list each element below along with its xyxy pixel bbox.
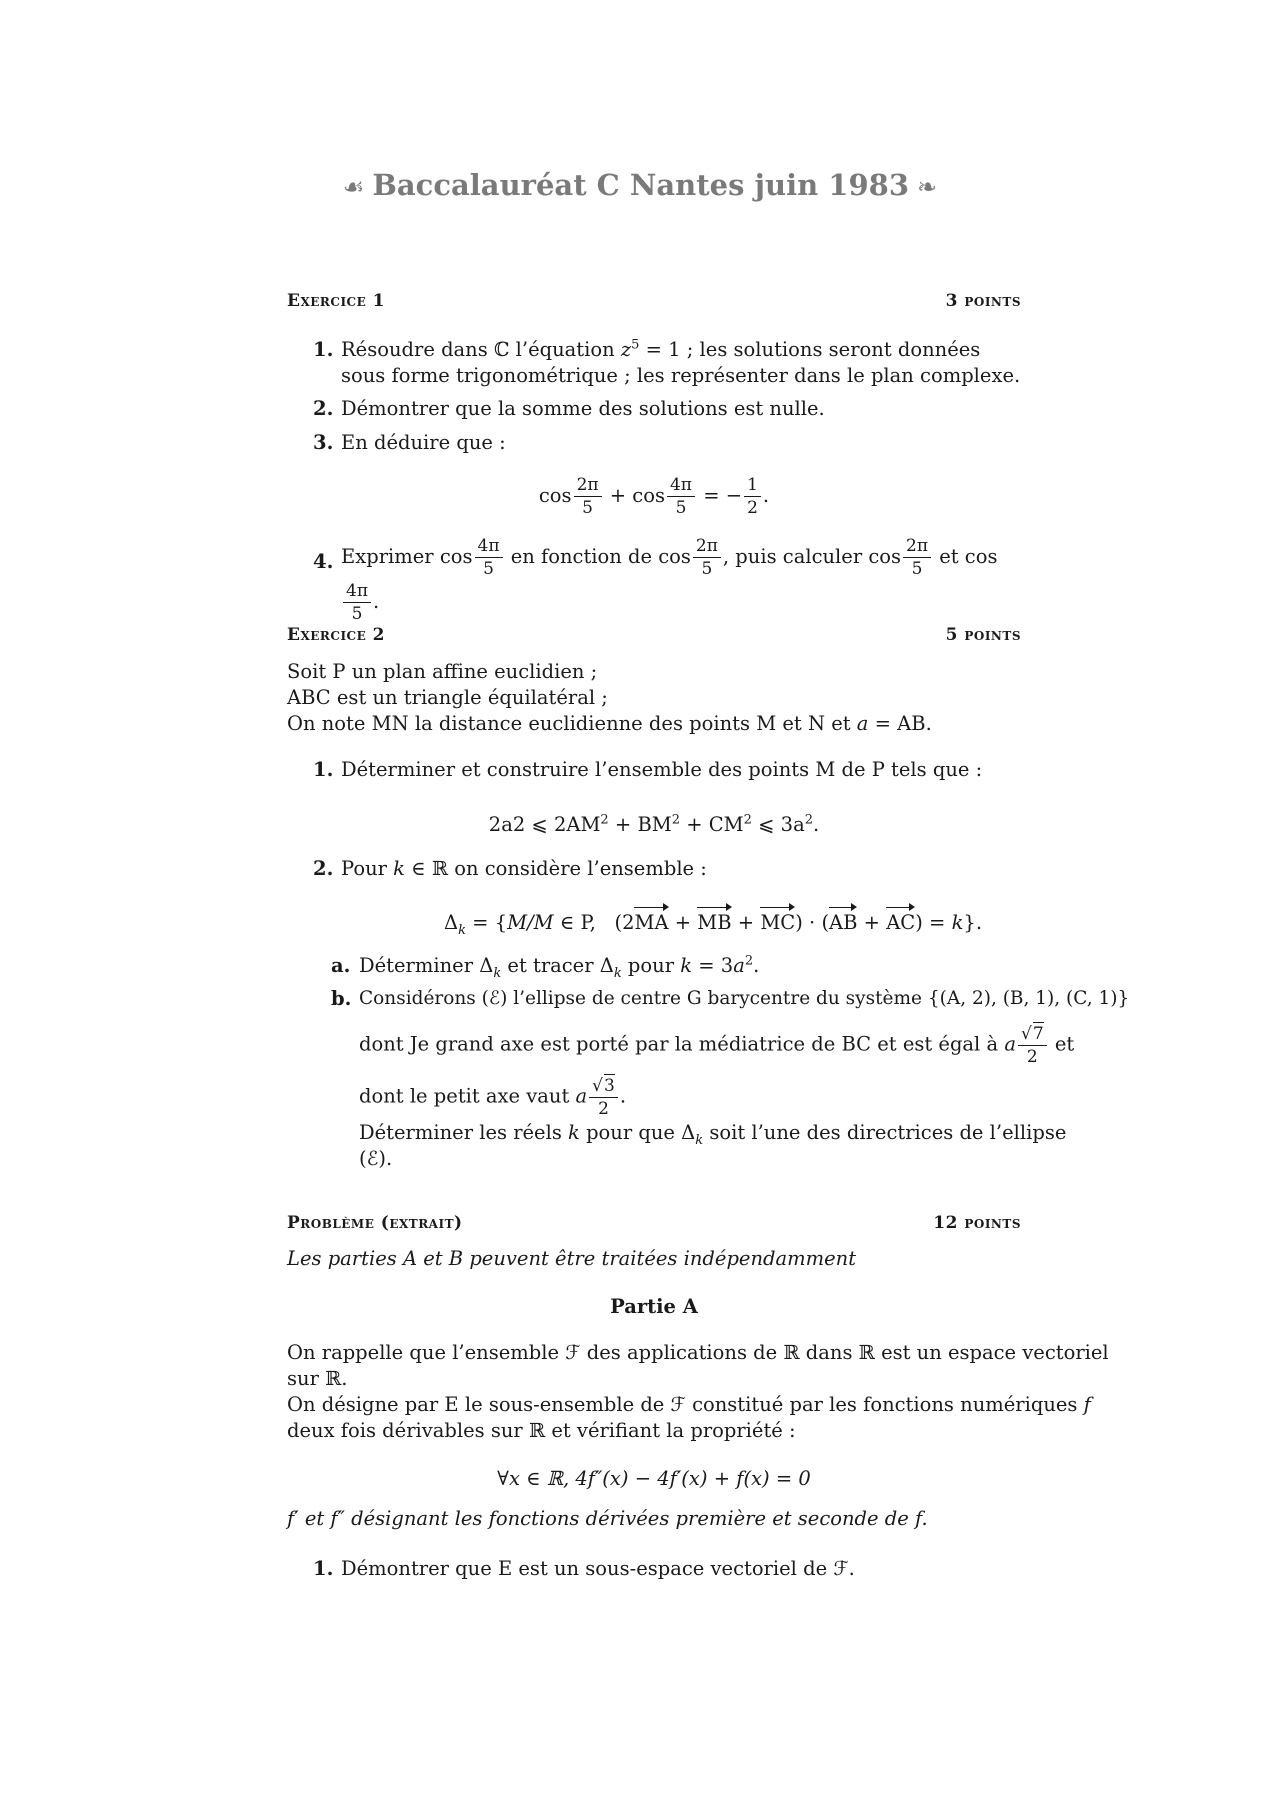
text-line: [359, 1120, 1067, 1148]
exercise-1-points: 3 points: [945, 291, 1021, 311]
numerator: 4π: [667, 474, 695, 497]
math-var: k: [493, 965, 502, 981]
question-number: 2.: [313, 857, 334, 880]
question-number: 1.: [313, 338, 334, 361]
text-part: et tracer Δ: [501, 954, 614, 977]
numerator: 2π: [574, 474, 602, 497]
text-part: Résoudre dans ℂ l’équation: [341, 338, 621, 361]
question-text: [341, 856, 1021, 882]
text-part: et cos: [939, 545, 998, 568]
question-text: [341, 337, 1021, 389]
formula-part: ) =: [915, 911, 952, 934]
vector-ac: AC: [886, 911, 916, 934]
text-line: deux fois dérivables sur ℝ et vérifiant la propriété :: [287, 1419, 796, 1442]
math-var: a: [733, 954, 745, 977]
formula-part: + BM: [608, 813, 672, 836]
sub-label: b.: [331, 987, 352, 1010]
text-line: sur ℝ.: [287, 1367, 348, 1390]
denominator: 2: [1026, 1047, 1038, 1067]
ornament-left-icon: ☙: [342, 173, 365, 201]
denominator: 5: [483, 559, 494, 579]
math-var: a: [1004, 1032, 1016, 1056]
math-var: k: [695, 1132, 704, 1148]
formula-part: .: [762, 484, 770, 507]
formula-part: }.: [963, 911, 983, 934]
radicand: 7: [1032, 1024, 1044, 1044]
problem-paragraph-2: [287, 1392, 1091, 1444]
question-number: 4.: [313, 550, 334, 573]
text-part: Exprimer cos: [341, 545, 473, 568]
text-part: dont Je grand axe est porté par la médiatrice de BC et est égal à: [359, 1032, 1005, 1056]
numerator: 2π: [693, 535, 721, 558]
text-line: dont le petit axe vaut a $\frac{√3}{2}$ .: [359, 1076, 627, 1119]
title-text: Baccalauréat C Nantes juin 1983: [372, 168, 910, 202]
intro-line: [287, 711, 1021, 737]
math-var: f: [1083, 1393, 1091, 1416]
exercise-1-title: Exercice 1: [287, 291, 385, 311]
formula-part: 2a2 ⩽ 2AM: [488, 813, 601, 836]
formula-part: (2: [614, 911, 635, 934]
ornament-right-icon: ❧: [917, 173, 938, 201]
math-var: a: [856, 712, 869, 735]
fraction: [903, 535, 931, 580]
text-part: = AB.: [868, 712, 932, 735]
text-part: = 1 ; les solutions seront données sous forme trigonométrique ; les représenter dans le plan complexe.: [341, 338, 1021, 387]
denominator: 2: [747, 498, 758, 518]
math-var: z: [620, 338, 632, 361]
fraction: [693, 535, 721, 580]
formula-part: .: [813, 813, 820, 836]
question-number: 3.: [313, 431, 334, 454]
ex2-intro: [287, 659, 1021, 737]
text-part: Déterminer les réels: [359, 1121, 569, 1144]
formula-part: ∈ P,: [553, 911, 596, 934]
intro-line: ABC est un triangle équilatéral ;: [287, 686, 608, 709]
denominator: 5: [911, 559, 923, 579]
text-part: Pour: [341, 857, 394, 880]
math-var: k: [458, 922, 466, 938]
text-line: (ℰ).: [359, 1147, 393, 1170]
ex1-formula: [287, 474, 1021, 519]
fraction: [343, 580, 371, 625]
formula-part: = {: [465, 911, 508, 934]
fraction: [589, 1074, 618, 1120]
denominator: 2: [598, 1099, 609, 1119]
ex2-formula-2: $\Delta_k = \{M/M$ ∈ P, (2MA + MB + MC) · (AB + AC) = k}.: [444, 911, 983, 938]
math-var: a: [575, 1084, 588, 1108]
numerator: 2π: [903, 535, 931, 558]
denominator: 5: [675, 498, 687, 518]
text-part: = 3: [692, 954, 734, 977]
formula-part: + CM: [680, 813, 744, 836]
vector-ab: AB: [829, 911, 858, 934]
problem-formula: ∀x ∈ ℝ, 4f″(x) − 4f′(x) + f(x) = 0: [497, 1467, 811, 1490]
exercise-2-header: [287, 622, 1021, 648]
problem-paragraph-1: [287, 1340, 1109, 1392]
exponent: 2: [600, 812, 609, 828]
numerator: 4π: [343, 580, 371, 603]
numerator: √7: [1018, 1022, 1047, 1046]
question-number: 2.: [313, 397, 334, 420]
question-text: En déduire que :: [341, 431, 506, 454]
fraction: [744, 474, 761, 519]
exponent: 2: [671, 812, 681, 828]
question-number: 1.: [313, 1557, 334, 1580]
fraction: [667, 474, 695, 519]
text-part: en fonction de cos: [510, 545, 691, 568]
radicand: 3: [604, 1076, 615, 1096]
math-var: k: [680, 954, 693, 977]
text-part: .: [373, 590, 380, 613]
formula-part: ) · (: [795, 911, 830, 934]
exponent: 2: [743, 812, 752, 828]
problem-paragraph-3: f′ et f″ désignant les fonctions dérivées première et seconde de f.: [287, 1507, 928, 1530]
question-text: [341, 535, 1021, 625]
ex2-sub-b: [331, 986, 1130, 1172]
fraction: [475, 535, 503, 580]
formula-part: Δ: [444, 911, 459, 934]
exercise-2-title: Exercice 2: [287, 625, 385, 645]
math-var: k: [568, 1121, 580, 1144]
vector-mb: MB: [697, 911, 732, 934]
intro-line: Soit P un plan affine euclidien ;: [287, 660, 598, 683]
part-a-title: Partie A: [610, 1295, 698, 1318]
problem-title: Problème (extrait): [287, 1213, 463, 1233]
denominator: 5: [582, 498, 593, 518]
exponent: 2: [804, 812, 813, 828]
problem-header: [287, 1210, 1021, 1236]
math-var: k: [613, 965, 622, 981]
text-part: .: [753, 954, 760, 977]
fraction: [574, 474, 602, 519]
exercise-1-header: [287, 288, 1021, 314]
text-part: dont le petit axe vaut: [359, 1084, 576, 1108]
page-title: [0, 168, 1280, 202]
text-part: On note MN la distance euclidienne des points M et N et: [287, 712, 857, 735]
exponent: 5: [631, 337, 640, 353]
problem-note: Les parties A et B peuvent être traitées indépendamment: [287, 1247, 857, 1270]
exponent: 2: [744, 953, 754, 969]
text-line: [359, 1022, 1075, 1068]
numerator: 1: [744, 474, 761, 497]
text-part: pour que Δ: [579, 1121, 696, 1144]
denominator: 5: [701, 559, 713, 579]
text-part: ∈ ℝ on considère l’ensemble :: [404, 857, 707, 880]
math-var: M/M: [507, 911, 554, 934]
question-text: Démontrer que la somme des solutions est nulle.: [341, 397, 825, 420]
formula-part: + cos: [609, 484, 665, 507]
text-line: On rappelle que l’ensemble ℱ des applications de ℝ dans ℝ est un espace vectoriel: [287, 1341, 1109, 1364]
denominator: 5: [351, 604, 363, 624]
text-part: , puis calculer cos: [722, 545, 902, 568]
numerator: 4π: [475, 535, 503, 558]
numerator: √3: [589, 1074, 618, 1098]
text-line: On désigne par E le sous-ensemble de ℱ constitué par les fonctions numériques: [287, 1393, 1084, 1416]
ex2-sub-a: [331, 953, 1039, 981]
vector-mc: MC: [760, 911, 796, 934]
fraction: [1018, 1022, 1047, 1068]
exercise-2-points: 5 points: [945, 625, 1021, 645]
formula-part: cos: [538, 484, 572, 507]
vector-ma: MA: [634, 911, 669, 934]
ex2-formula-1: [287, 812, 1021, 838]
math-var: k: [393, 857, 405, 880]
text-part: et: [1054, 1032, 1075, 1056]
problem-points: 12 points: [933, 1213, 1021, 1233]
question-text: Démontrer que E est un sous-espace vectoriel de ℱ.: [341, 1557, 855, 1580]
sub-label: a.: [331, 954, 351, 977]
math-var: k: [951, 911, 964, 934]
text-part: Déterminer Δ: [359, 954, 494, 977]
formula-part: = −: [703, 484, 743, 507]
text-part: pour: [621, 954, 681, 977]
question-text: Déterminer et construire l’ensemble des points M de P tels que :: [341, 758, 983, 781]
text-line: Considérons (ℰ) l’ellipse de centre G barycentre du système {(A, 2), (B, 1), (C, 1)}: [359, 988, 1130, 1009]
text-part: soit l’une des directrices de l’ellipse: [703, 1121, 1067, 1144]
question-number: 1.: [313, 758, 334, 781]
formula-part: ⩽ 3a: [751, 813, 805, 836]
